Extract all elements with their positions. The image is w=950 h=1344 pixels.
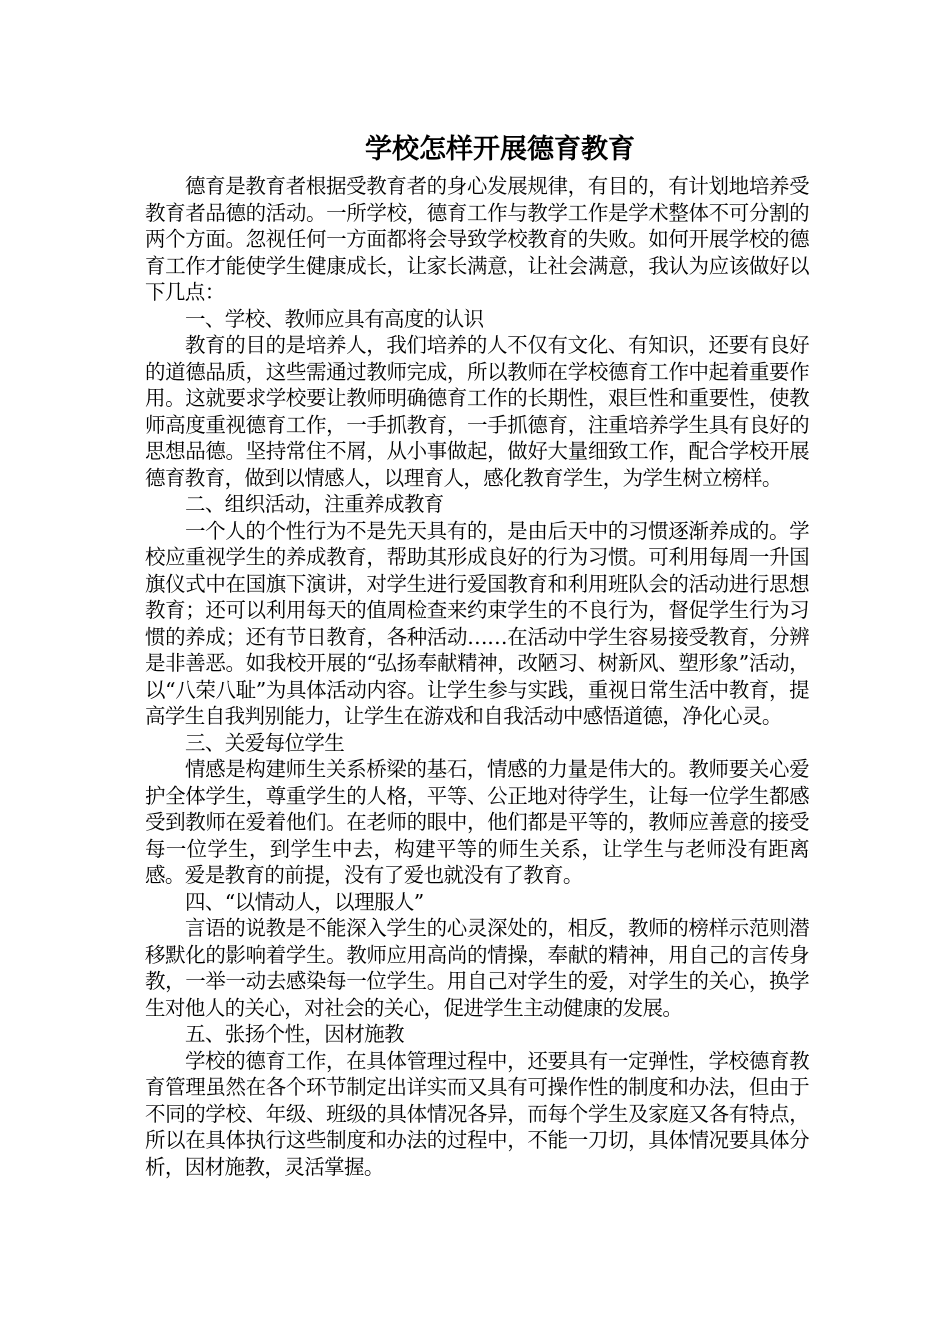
section-heading-1: 一、学校、教师应具有高度的认识 <box>185 306 484 331</box>
paragraph-section-4: 言语的说教是不能深入学生的心灵深处的，相反，教师的榜样示范则潜移默化的影响着学生。教师应用高尚的情操，奉献的精神，用自己的言传身教，一举一动去感染每一位学生。用自己对学生的爱，对学生的关心，换学生对他人的关心，对社会的关心，促进学生主动健康的发展。 <box>145 916 809 1020</box>
section-heading-2: 二、组织活动，注重养成教育 <box>185 492 444 516</box>
section-heading-3: 三、关爱每位学生 <box>185 730 345 755</box>
section-heading-4: 四、“以情动人，以理服人” <box>185 889 424 914</box>
document-title: 学校怎样开展德育教育 <box>365 134 635 165</box>
paragraph-section-5: 学校的德育工作，在具体管理过程中，还要具有一定弹性，学校德育教育管理虽然在各个环节制定出详实而又具有可操作性的制度和办法，但由于不同的学校、年级、班级的具体情况各异，而每个学生及家庭又各有特点，所以在具体执行这些制度和办法的过程中，不能一刀切，具体情况要具体分析，因材施教，灵活掌握。 <box>145 1048 809 1179</box>
document-body <box>145 173 809 1180</box>
paragraph-section-2: 一个人的个性行为不是先天具有的，是由后天中的习惯逐渐养成的。学校应重视学生的养成教育，帮助其形成良好的行为习惯。可利用每周一升国旗仪式中在国旗下演讲，对学生进行爱国教育和利用班队会的活动进行思想教育；还可以利用每天的值周检查来约束学生的不良行为，督促学生行为习惯的养成；还有节日教育，各种活动……在活动中学生容易接受教育，分辨是非善恶。如我校开展的“弘扬奉献精神，改陋习、树新风、塑形象”活动，以“八荣八耻”为具体活动内容。让学生参与实践，重视日常生活中教育，提高学生自我判别能力，让学生在游戏和自我活动中感悟道德，净化心灵。 <box>145 518 809 728</box>
paragraph-section-1: 教育的目的是培养人，我们培养的人不仅有文化、有知识，还要有良好的道德品质，这些需通过教师完成，所以教师在学校德育工作中起着重要作用。这就要求学校要让教师明确德育工作的长期性，艰巨性和重要性，使教师高度重视德育工作，一手抓教育，一手抓德育，注重培养学生具有良好的思想品德。坚持常住不屑，从小事做起，做好大量细致工作，配合学校开展德育教育，做到以情感人，以理育人，感化教育学生，为学生树立榜样。 <box>145 333 809 490</box>
paragraph-section-3: 情感是构建师生关系桥梁的基石，情感的力量是伟大的。教师要关心爱护全体学生，尊重学生的人格，平等、公正地对待学生，让每一位学生都感受到教师在爱着他们。在老师的眼中，他们都是平等的，教师应善意的接受每一位学生，到学生中去，构建平等的师生关系，让学生与老师没有距离感。爱是教育的前提，没有了爱也就没有了教育。 <box>145 757 809 887</box>
paragraph-intro: 德育是教育者根据受教育者的身心发展规律，有目的，有计划地培养受教育者品德的活动。一所学校，德育工作与教学工作是学术整体不可分割的两个方面。忽视任何一方面都将会导致学校教育的失败。如何开展学校的德育工作才能使学生健康成长，让家长满意，让社会满意，我认为应该做好以下几点： <box>145 174 809 304</box>
section-heading-5: 五、张扬个性，因材施教 <box>185 1022 404 1046</box>
